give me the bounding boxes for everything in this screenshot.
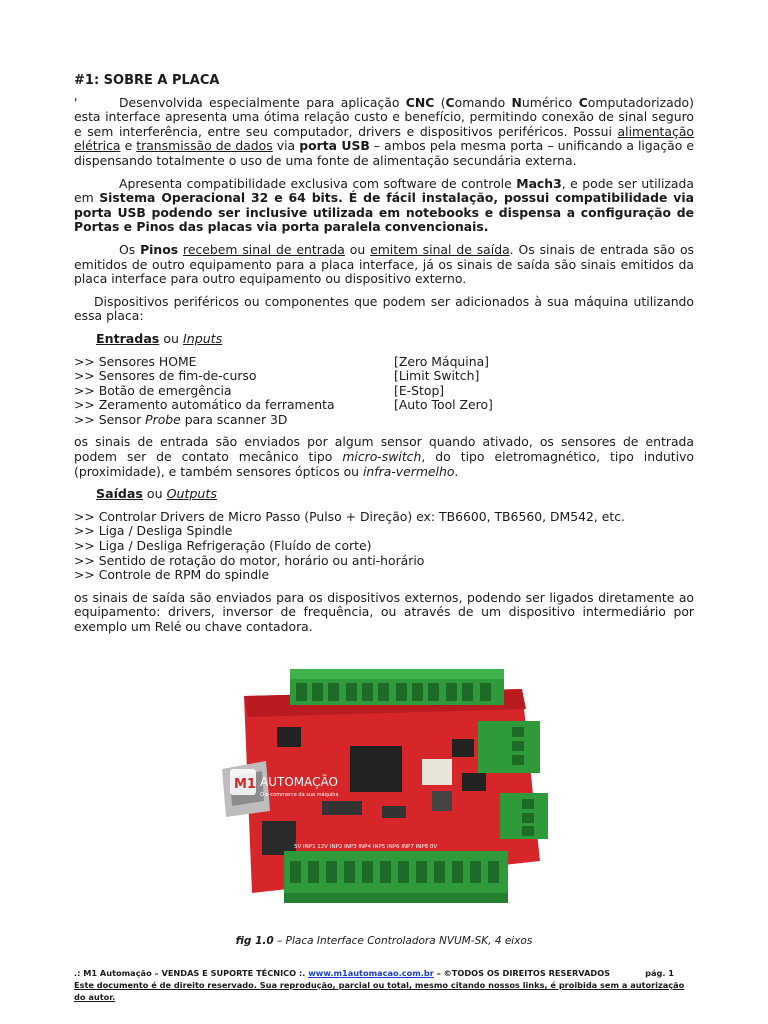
text-run: omputadorizado) esta interface apresenta uma ótima relação custo e benefício, permitindo conexão de sinal seguro e sem interferência, entre seu computador, drivers e dispositivos periféricos. Possui bbox=[74, 94, 694, 139]
entradas-list bbox=[74, 355, 694, 428]
footer-website-link[interactable]: www.m1automacao.com.br bbox=[308, 968, 434, 978]
power-jack bbox=[262, 821, 296, 855]
list-item bbox=[74, 355, 694, 370]
italic-run: infra-vermelho bbox=[362, 463, 455, 479]
text-run: , do tipo eletromagnético, tipo indutivo (proximidade), e também sensores ópticos ou bbox=[74, 449, 695, 479]
bold-run: Mach3 bbox=[516, 175, 562, 191]
page-number: pág. 1 bbox=[645, 968, 674, 978]
bold-run: porta USB bbox=[299, 138, 370, 154]
text-run: umérico bbox=[521, 94, 579, 110]
list-item: >> Liga / Desliga Refrigeração (Fluído de corte) bbox=[74, 538, 372, 554]
underlined-run: transmissão de dados bbox=[136, 138, 273, 154]
italic-run: Probe bbox=[145, 411, 181, 427]
logo-text: AUTOMAÇÃO bbox=[260, 775, 338, 789]
subheading-label: Saídas bbox=[96, 486, 143, 502]
subheading-saidas bbox=[96, 487, 694, 502]
text-run: Os bbox=[119, 241, 141, 257]
stray-mark: ' bbox=[74, 94, 78, 110]
figure-caption bbox=[0, 935, 768, 947]
list-item-tag: [Limit Switch] bbox=[394, 368, 480, 384]
text-run: ou bbox=[344, 241, 371, 257]
list-item: >> Controle de RPM do spindle bbox=[74, 567, 270, 583]
relay bbox=[422, 759, 452, 785]
list-item-label: >> Botão de emergência bbox=[74, 382, 232, 398]
underlined-run: recebem sinal de entrada bbox=[183, 241, 345, 257]
text-run: ou bbox=[142, 486, 167, 502]
text-run: ou bbox=[159, 330, 184, 346]
page-footer bbox=[74, 967, 694, 1003]
section-heading: #1: SOBRE A PLACA bbox=[74, 73, 220, 88]
logo-tagline: O e-commerce da sua máquina bbox=[260, 792, 339, 798]
list-item: >> Liga / Desliga Spindle bbox=[74, 523, 233, 539]
subheading-label: Entradas bbox=[96, 330, 160, 346]
list-item-tag: [Zero Máquina] bbox=[394, 353, 490, 369]
list-item-label: >> Sensores HOME bbox=[74, 353, 197, 369]
text-run: >> Sensor bbox=[74, 411, 146, 427]
paragraph-pins bbox=[74, 243, 694, 287]
paragraph-compatibility bbox=[74, 177, 694, 235]
pin-labels: 5V INP1 12V INP2 INP3 INP4 INP5 INP6 INP7 INP8 0V bbox=[294, 844, 438, 850]
list-item: >> Controlar Drivers de Micro Passo (Pulso + Direção) ex: TB6600, TB6560, DM542, etc. bbox=[74, 508, 625, 524]
document-page bbox=[74, 74, 694, 635]
footer-left bbox=[74, 967, 610, 979]
paragraph-peripherals: Dispositivos periféricos ou componentes que podem ser adicionados à sua máquina utilizando essa placa: bbox=[74, 293, 694, 324]
text-run: para scanner 3D bbox=[180, 411, 288, 427]
mcu-chip bbox=[350, 746, 402, 792]
saidas-list bbox=[74, 510, 694, 583]
footer-copyright-notice: Este documento é de direito reservado. Sua reprodução, parcial ou total, mesmo citando nossos links, é proibida sem a autorização do autor. bbox=[74, 980, 685, 1002]
italic-run: micro-switch bbox=[342, 449, 422, 465]
footer-company: .: M1 Automação – VENDAS E SUPORTE TÉCNICO :. bbox=[74, 968, 309, 978]
subheading-italic: Outputs bbox=[166, 486, 217, 502]
text-run: Apresenta compatibilidade exclusiva com software de controle bbox=[119, 175, 517, 191]
paragraph-output-signals: os sinais de saída são enviados para os dispositivos externos, podendo ser ligados diretamente ao equipamento: drivers, inversor de frequência, ou através de um dispositivo intermediário por exemplo um Relé ou chave contadora. bbox=[74, 589, 694, 634]
text-run: Desenvolvida especialmente para aplicação bbox=[119, 94, 406, 110]
text-run: . bbox=[454, 463, 459, 479]
text-run: os sinais de entrada são enviados por algum sensor quando ativado, os sensores de entrada podem ser de contato mecânico tipo bbox=[74, 434, 694, 465]
list-item bbox=[74, 384, 694, 399]
paragraph-intro bbox=[74, 96, 694, 169]
logo-mark: M1 bbox=[234, 777, 256, 792]
list-item-label: >> Sensores de fim-de-curso bbox=[74, 368, 257, 384]
caption-text: – Placa Interface Controladora NVUM-SK, 4 eixos bbox=[273, 935, 533, 947]
bold-run: C bbox=[445, 94, 455, 110]
list-item: >> Sentido de rotação do motor, horário ou anti-horário bbox=[74, 552, 425, 568]
subheading-italic: Inputs bbox=[183, 330, 223, 346]
text-run: e bbox=[120, 138, 137, 154]
list-item bbox=[74, 369, 694, 384]
list-item-tag: [E-Stop] bbox=[394, 382, 445, 398]
bold-run: Pinos bbox=[140, 241, 179, 257]
text-run: ( bbox=[434, 94, 446, 110]
terminal-blocks-top bbox=[290, 669, 504, 705]
list-item bbox=[74, 413, 694, 428]
underlined-run: emitem sinal de saída bbox=[370, 241, 510, 257]
paragraph-input-signals bbox=[74, 435, 694, 479]
list-item-tag: [Auto Tool Zero] bbox=[394, 397, 493, 413]
bold-run: C bbox=[578, 94, 588, 110]
board-photo bbox=[222, 661, 548, 916]
underlined-run: alimentação elétrica bbox=[74, 123, 694, 154]
text-run: via bbox=[272, 138, 300, 154]
list-item bbox=[74, 398, 694, 413]
caption-label: fig 1.0 bbox=[235, 935, 274, 947]
text-run: , e pode ser utilizada em bbox=[74, 175, 694, 206]
subheading-entradas bbox=[96, 332, 694, 347]
bold-run: CNC bbox=[405, 94, 435, 110]
text-run: omando bbox=[454, 94, 512, 110]
footer-rights: – ©TODOS OS DIREITOS RESERVADOS bbox=[433, 968, 611, 978]
terminal-blocks-bottom bbox=[284, 851, 508, 903]
bold-run: N bbox=[511, 94, 522, 110]
list-item-label: >> Zeramento automático da ferramenta bbox=[74, 397, 335, 413]
text-run: . Os sinais de entrada são os emitidos de outro equipamento para a placa interface, já os sinais de saída são sinais emitidos da placa interface para outro equipamento ou dispositivo externo. bbox=[74, 241, 694, 287]
text-run: – ambos pela mesma porta – unificando a ligação e dispensando totalmente o uso de uma fonte de alimentação secundária externa. bbox=[74, 138, 694, 168]
bold-run: Sistema Operacional 32 e 64 bits. É de fácil instalação, possui compatibilidade via porta USB podendo ser inclusive utilizada em notebooks e dispensa a configuração de Portas e Pinos das placas via porta paralela convencionais. bbox=[74, 190, 694, 235]
